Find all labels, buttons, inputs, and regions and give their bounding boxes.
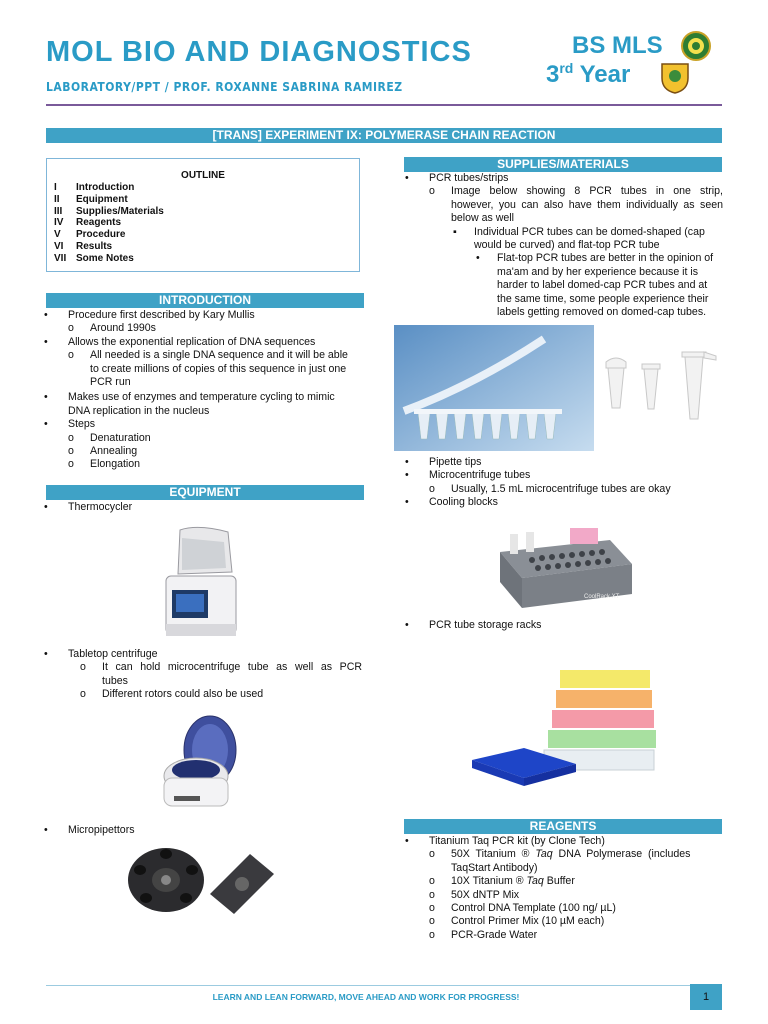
outline-heading: OUTLINE <box>181 170 225 181</box>
document-subtitle: LABORATORY/PPT / PROF. ROXANNE SABRINA RAMIREZ <box>46 80 403 94</box>
cooling-block-image <box>492 520 636 612</box>
reagent-item: 10X Titanium ® Taq Buffer <box>451 875 575 888</box>
intro-sub-bullet-cont: to create millions of copies of this sequence in just one <box>90 362 347 375</box>
pcr-strip-image <box>394 325 594 451</box>
outline-item: II Equipment <box>54 193 128 205</box>
reagent-item: 50X Titanium ® Taq DNA Polymerase (includes <box>451 848 691 861</box>
intro-bullet: Steps <box>68 418 96 431</box>
intro-bullet: Allows the exponential replication of DNA sequences <box>68 335 316 348</box>
reagent-item: Control DNA Template (100 ng/ µL) <box>451 902 616 915</box>
outline-box <box>46 158 360 272</box>
intro-bullet: Procedure first described by Kary Mullis <box>68 309 255 321</box>
introduction-content: • Procedure first described by Kary Mullis o Around 1990s • Allows the exponential replication of DNA sequences o All needed is a single DNA sequence and it will be able to create millions of copies of this sequence in just one PCR run • Makes use of enzymes and temperature cycling to mimic DNA replication in the nucleus • Steps o Denaturation o Annealing o Elongation <box>68 309 364 472</box>
equip-thermocycler: • Thermocycler <box>44 501 133 513</box>
document-title: MOL BIO AND DIAGNOSTICS <box>46 36 472 68</box>
supplies-racks: • PCR tube storage racks <box>405 619 542 631</box>
equipment-heading: EQUIPMENT <box>46 485 364 500</box>
page-number: 1 <box>690 984 722 1010</box>
reagent-item-cont: TaqStart Antibody) <box>451 861 538 874</box>
outline-item: III Supplies/Materials <box>54 205 164 217</box>
trans-title-bar: [TRANS] EXPERIMENT IX: POLYMERASE CHAIN REACTION <box>46 128 722 143</box>
step-item: Denaturation <box>90 431 151 444</box>
supplies-heading: SUPPLIES/MATERIALS <box>404 157 722 172</box>
intro-sub-bullet: All needed is a single DNA sequence and it will be able <box>90 349 348 362</box>
footer-divider <box>46 985 722 986</box>
year-word: Year <box>579 61 631 88</box>
year-number: 3 <box>546 61 560 88</box>
cooling-block-label: CoolRack XT <box>584 594 620 600</box>
reagent-item: 50X dNTP Mix <box>451 888 520 901</box>
header-divider <box>46 104 722 106</box>
outline-item: IV Reagents <box>54 217 122 229</box>
intro-sub-bullet-cont: PCR run <box>90 376 131 389</box>
outline-item: I Introduction <box>54 182 135 193</box>
intro-sub-bullet: Around 1990s <box>90 322 156 335</box>
reagents-content: • Titanium Taq PCR kit (by Clone Tech) o 50X Titanium ® Taq DNA Polymerase (includes TaqStart Antibody) o 10X Titanium ® Taq Buffer o 50X dNTP Mix o Control DNA Template (100 ng/ µL) o Control Primer Mix (10 µM each) o PCR-Grade Water <box>429 835 724 942</box>
reagent-kit: Titanium Taq PCR kit (by Clone Tech) <box>429 835 605 847</box>
centrifuge-image <box>158 712 238 810</box>
individual-tubes-image <box>598 346 726 432</box>
footer-motto: LEARN AND LEAN FORWARD, MOVE AHEAD AND WORK FOR PROGRESS! <box>212 992 520 1002</box>
reagents-heading: REAGENTS <box>404 819 722 834</box>
university-seal-logo <box>677 31 715 61</box>
reagent-item: Control Primer Mix (10 µM each) <box>451 915 605 928</box>
equip-micropipettors: • Micropipettors <box>44 824 135 836</box>
outline-item: VII Some Notes <box>54 252 134 264</box>
year-suffix: rd <box>559 60 574 76</box>
reagent-item: PCR-Grade Water <box>451 928 538 941</box>
introduction-heading: INTRODUCTION <box>46 293 364 308</box>
rotors-image <box>118 840 278 924</box>
outline-item: V Procedure <box>54 229 126 241</box>
storage-racks-image <box>464 662 660 790</box>
equip-centrifuge: • Tabletop centrifuge o It can hold microcentrifuge tube as well as PCR tubes o Different rotors could also be used <box>44 648 362 701</box>
supplies-content: • PCR tubes/strips o Image below showing 8 PCR tubes in one strip, however, you can also have them individually as seen below as well ▪ Individual PCR tubes can be domed-shaped (cap would be curved) and flat-top PCR tube • Flat-top PCR tubes are better in the opinion of ma'am and by her experience because it is harder to label domed-cap PCR tubes and at the same time, some people experience their labels getting removed on domed-cap tubes. <box>405 172 723 319</box>
intro-bullet: Makes use of enzymes and temperature cycling to mimic <box>68 391 335 404</box>
thermocycler-image <box>158 524 240 642</box>
step-item: Elongation <box>90 458 141 471</box>
course-label: BS MLS <box>572 32 663 59</box>
step-item: Annealing <box>90 445 138 458</box>
outline-item: VI Results <box>54 240 113 252</box>
year-label <box>546 60 630 89</box>
college-shield-logo <box>660 62 690 94</box>
intro-bullet-cont: DNA replication in the nucleus <box>68 404 210 417</box>
supplies-content-2: • Pipette tips • Microcentrifuge tubes o Usually, 1.5 mL microcentrifuge tubes are okay • Cooling blocks <box>405 456 671 509</box>
